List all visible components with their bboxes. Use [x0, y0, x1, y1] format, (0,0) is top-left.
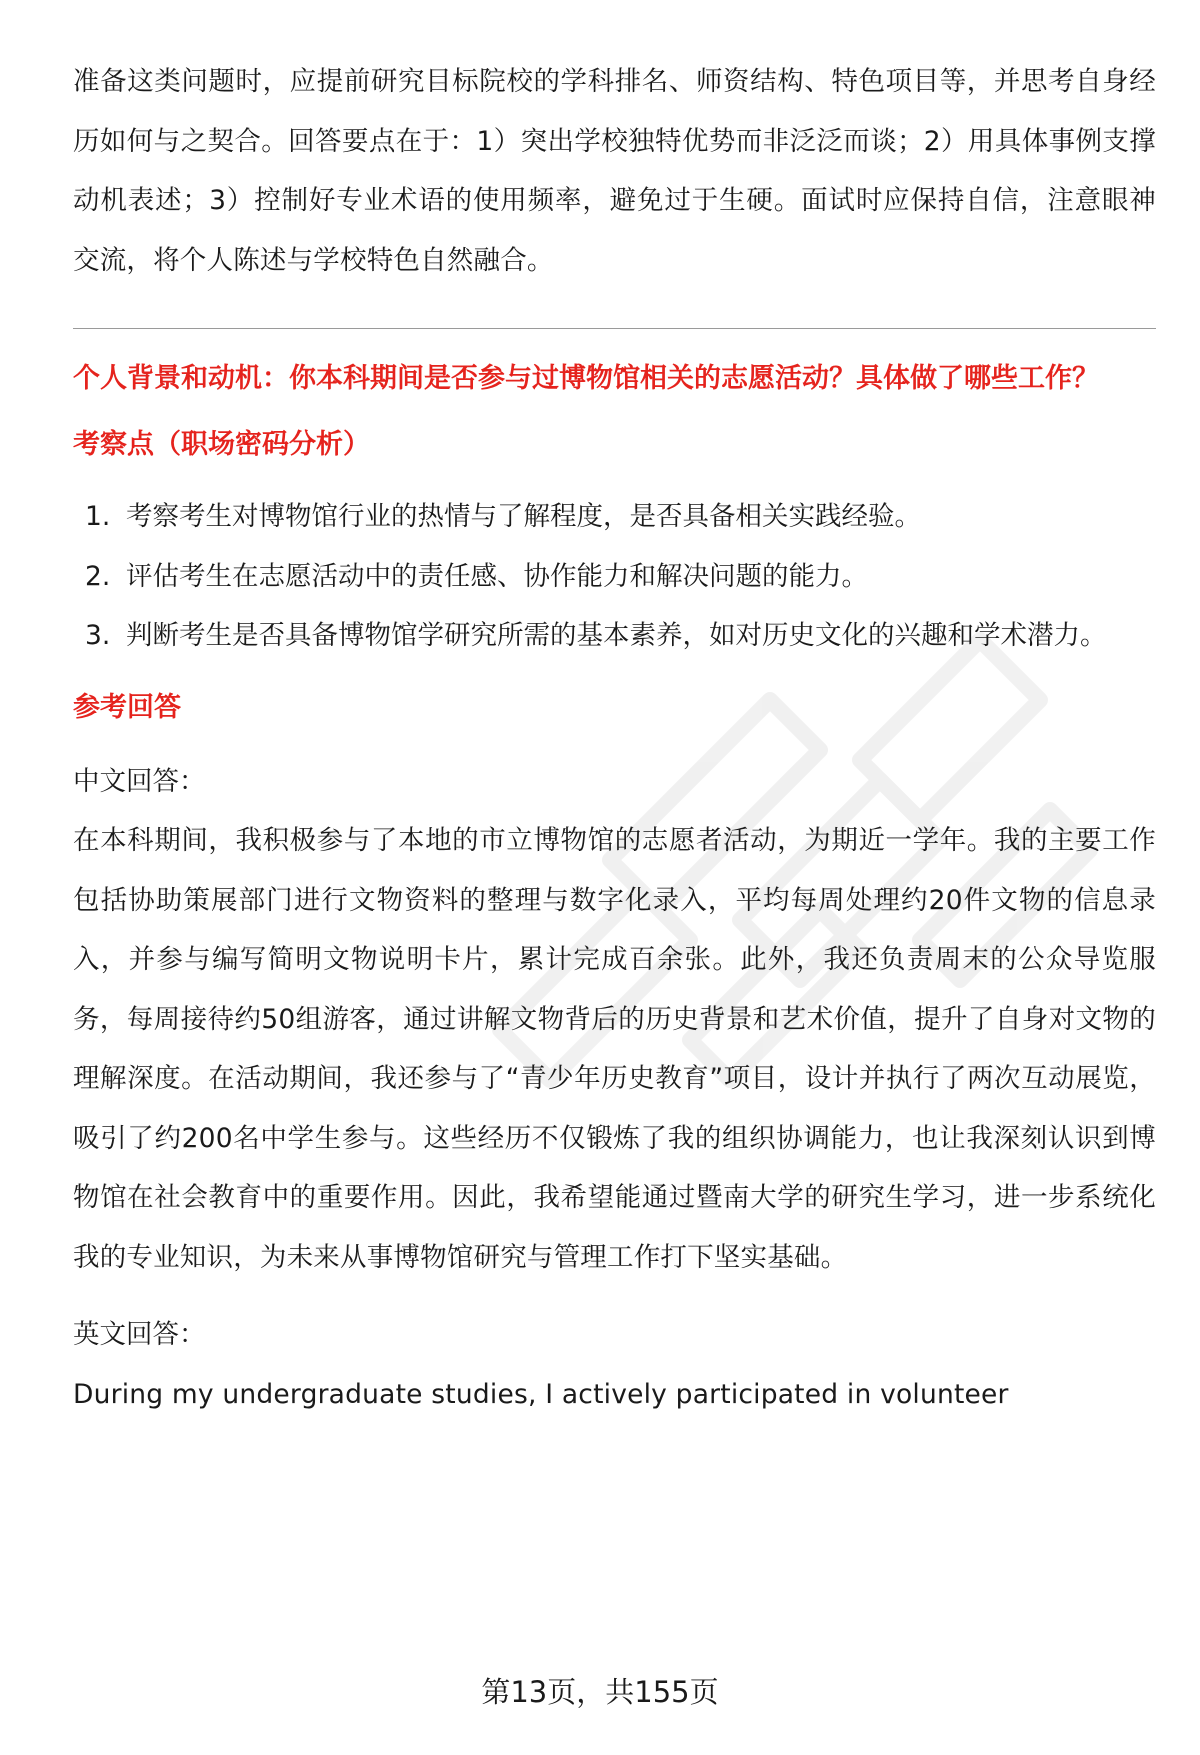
assessment-list — [73, 487, 1156, 666]
page-number: 第13页，共155页 — [481, 1675, 719, 1709]
assessment-item — [73, 487, 1156, 547]
chinese-answer: 在本科期间，我积极参与了本地的市立博物馆的志愿者活动，为期近一学年。我的主要工作包括协助策展部门进行文物资料的整理与数字化录入，平均每周处理约20件文物的信息录入，并参与编写简明文物说明卡片，累计完成百余张。此外，我还负责周末的公众导览服务，每周接待约50组游客，通过讲解文物背后的历史背景和艺术价值，提升了自身对文物的理解深度。在活动期间，我还参与了“青少年历史教育”项目，设计并执行了两次互动展览，吸引了约200名中学生参与。这些经历不仅锻炼了我的组织协调能力，也让我深刻认识到博物馆在社会教育中的重要作用。因此，我希望能通过暨南大学的研究生学习，进一步系统化我的专业知识，为未来从事博物馆研究与管理工作打下坚实基础。 — [73, 825, 1156, 1273]
item-number: 1. — [85, 501, 111, 532]
question-heading: 个人背景和动机：你本科期间是否参与过博物馆相关的志愿活动？具体做了哪些工作？ — [73, 363, 1099, 394]
reference-title: 参考回答 — [73, 691, 181, 723]
page-content — [73, 52, 1156, 1424]
section-divider — [73, 328, 1156, 329]
item-number: 2. — [85, 560, 111, 592]
intro-paragraph: 准备这类问题时，应提前研究目标院校的学科排名、师资结构、特色项目等，并思考自身经历如何与之契合。回答要点在于：1）突出学校独特优势而非泛泛而谈；2）用具体事例支撑动机表述；3）控制好专业术语的使用频率，避免过于生硬。面试时应保持自信，注意眼神交流，将个人陈述与学校特色自然融合。 — [73, 66, 1156, 276]
assessment-item — [73, 606, 1156, 666]
chinese-answer-label: 中文回答： — [73, 765, 206, 797]
english-answer-label: 英文回答： — [73, 1319, 206, 1350]
item-text: 判断考生是否具备博物馆学研究所需的基本素养，如对历史文化的兴趣和学术潜力。 — [126, 620, 1107, 651]
item-number: 3. — [85, 620, 111, 651]
assessment-item — [73, 547, 1156, 607]
assessment-title: 考察点（职场密码分析） — [73, 429, 370, 460]
english-answer: During my undergraduate studies, I actively participated in volunteer — [73, 1378, 1009, 1410]
item-text: 考察考生对博物馆行业的热情与了解程度，是否具备相关实践经验。 — [126, 501, 921, 532]
item-text: 评估考生在志愿活动中的责任感、协作能力和解决问题的能力。 — [126, 560, 868, 592]
